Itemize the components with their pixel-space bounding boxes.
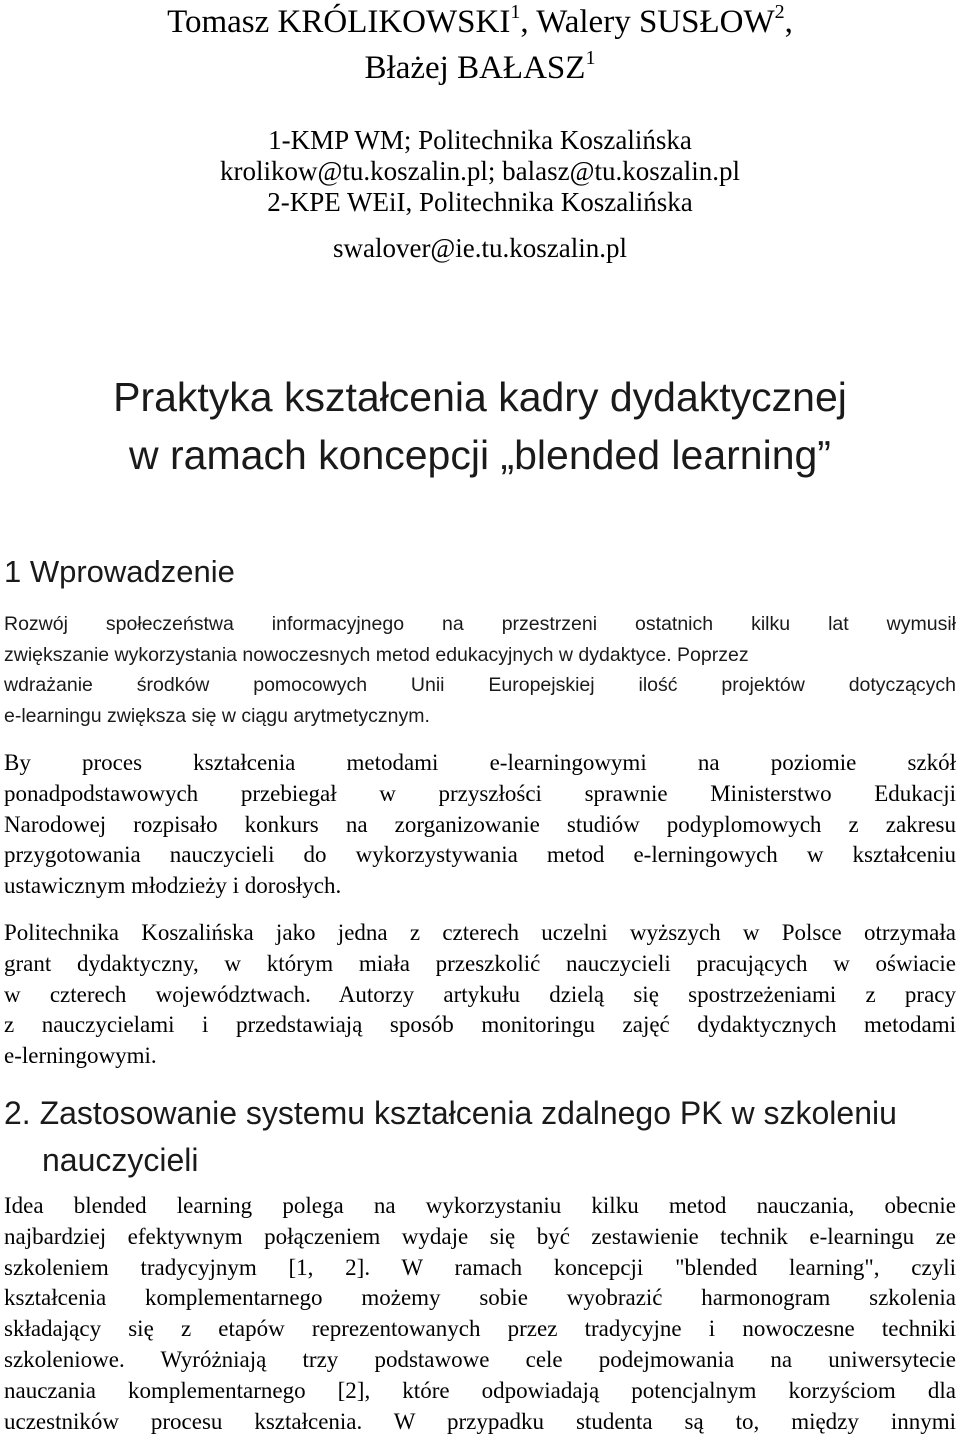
- section1-paragraph-3: [4, 918, 956, 1072]
- author-line-1: [0, 0, 960, 46]
- affiliation-email: krolikow@tu.koszalin.pl; balasz@tu.koszalin.pl: [220, 156, 740, 186]
- text-line: e-learningu zwiększa się w ciągu arytmetycznym.: [4, 704, 430, 727]
- author-name: Tomasz KRÓLIKOWSKI: [167, 4, 511, 40]
- text-line: Idea blended learning polega na wykorzystaniu kilku metod nauczania, obecnie: [4, 1193, 956, 1218]
- affiliation-line: 2-KPE WEiI, Politechnika Koszalińska: [267, 187, 693, 217]
- affiliation-marker: 2: [774, 1, 785, 23]
- text-line: ustawicznym młodzieży i dorosłych.: [4, 873, 342, 899]
- author-name: Błażej BAŁASZ: [364, 50, 586, 86]
- text-line: Rozwój społeczeństwa informacyjnego na przestrzeni ostatnich kilku lat wymusił: [4, 613, 956, 635]
- affiliation-line: 1-KMP WM; Politechnika Koszalińska: [268, 125, 692, 155]
- text-line: najbardziej efektywnym połączeniem wydaje się być zestawienie technik e-learningu ze: [4, 1223, 956, 1249]
- text-line: Politechnika Koszalińska jako jedna z czterech uczelni wyższych w Polsce otrzymała: [4, 920, 956, 945]
- text-line: kształcenia komplementarnego możemy sobie wyobrazić harmonogram szkolenia: [4, 1285, 956, 1311]
- heading-line: nauczycieli: [42, 1142, 199, 1178]
- text-line: przygotowania nauczycieli do wykorzystywania metod e-lerningowych w kształceniu: [4, 842, 956, 868]
- text-line: składający się z etapów reprezentowanych przez tradycyjne i nowoczesne techniki: [4, 1316, 956, 1342]
- text-line: w czterech województwach. Autorzy artykułu dzielą się spostrzeżeniami z pracy: [4, 981, 956, 1007]
- text-line: grant dydaktyczny, w którym miała przeszkolić nauczycieli pracujących w oświacie: [4, 950, 956, 976]
- paper-title-line-1: Praktyka kształcenia kadry dydaktycznej: [113, 374, 847, 420]
- section1-paragraph-2: [4, 748, 956, 902]
- author-separator: ,: [520, 4, 537, 40]
- author-name: Walery SUSŁOW: [536, 4, 775, 40]
- paper-title-line-2: w ramach koncepcji „blended learning”: [129, 432, 831, 478]
- text-line: wdrażanie środków pomocowych Unii Europejskiej ilość projektów dotyczących: [4, 674, 956, 697]
- text-line: szkoleniem tradycyjnym [1, 2]. W ramach koncepcji "blended learning", czyli: [4, 1254, 956, 1280]
- text-line: szkoleniowe. Wyróżniają trzy podstawowe cele podejmowania na uniwersytecie: [4, 1346, 956, 1372]
- author-separator: ,: [784, 4, 793, 40]
- affiliation-marker: 1: [585, 47, 596, 69]
- section1-paragraph-1: [4, 609, 956, 731]
- author-line-2: [0, 44, 960, 92]
- text-line: By proces kształcenia metodami e-learningowymi na poziomie szkół: [4, 750, 956, 775]
- section-heading-2: [4, 1090, 956, 1184]
- text-line: ponadpodstawowych przebiegał w przyszłości sprawnie Ministerstwo Edukacji: [4, 780, 956, 806]
- affiliation-marker: 1: [510, 1, 521, 23]
- affiliation-email: swalover@ie.tu.koszalin.pl: [332, 233, 628, 263]
- section-heading-1: 1 Wprowadzenie: [4, 554, 235, 589]
- text-line: Narodowej rozpisało konkurs na zorganizowanie studiów podyplomowych z zakresu: [4, 811, 956, 837]
- text-line: zwiększanie wykorzystania nowoczesnych metod edukacyjnych w dydaktyce. Poprzez: [4, 643, 749, 666]
- text-line: uczestników procesu kształcenia. W przypadku studenta są to, między innymi: [4, 1408, 956, 1434]
- text-line: nauczania komplementarnego [2], które odpowiadają potencjalnym korzyściom dla: [4, 1377, 956, 1403]
- text-line: e-lerningowymi.: [4, 1043, 157, 1069]
- section2-paragraph-1: [4, 1191, 956, 1437]
- text-line: z nauczycielami i przedstawiają sposób monitoringu zajęć dydaktycznych metodami: [4, 1012, 956, 1038]
- heading-line: 2. Zastosowanie systemu kształcenia zdalnego PK w szkoleniu: [4, 1095, 897, 1131]
